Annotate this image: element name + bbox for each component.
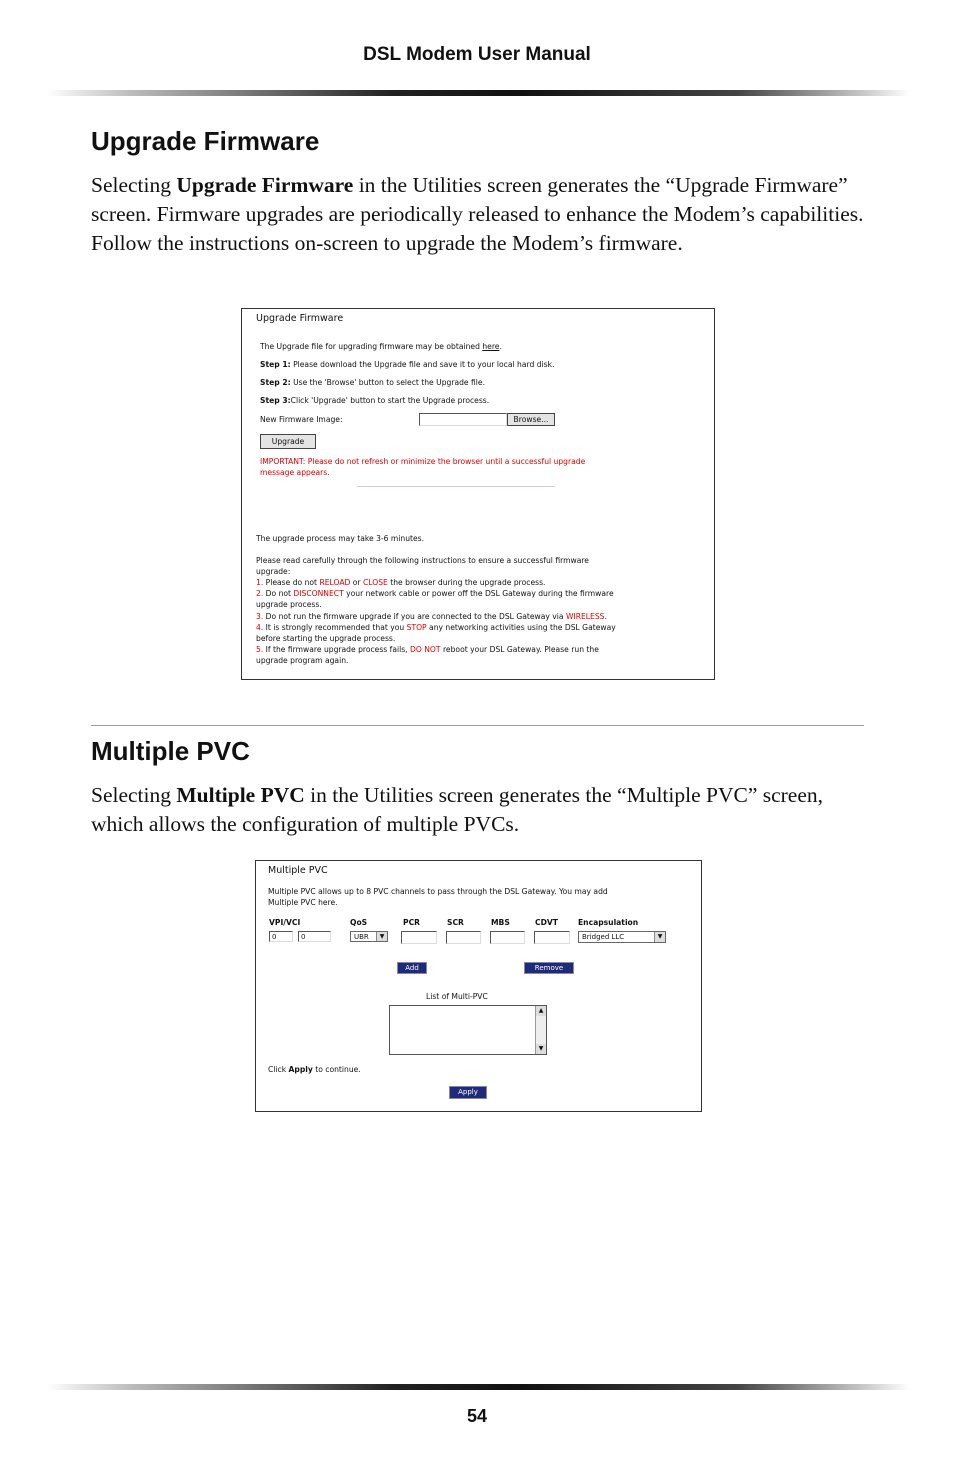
instruction-keyword: RELOAD	[319, 578, 351, 587]
instruction-number: 1.	[256, 578, 264, 587]
instruction-text: any networking activities using the DSL Gateway	[426, 623, 616, 632]
para-bold-term: Multiple PVC	[176, 783, 305, 807]
description-line2: Multiple PVC here.	[268, 898, 338, 907]
instruction-text: It is strongly recommended that you	[263, 623, 407, 632]
instruction-number: 2.	[256, 589, 264, 598]
new-firmware-image-label: New Firmware Image:	[260, 415, 343, 424]
para-text: Selecting	[91, 783, 177, 807]
step-label: Step 2:	[260, 378, 291, 387]
column-header-encapsulation: Encapsulation	[578, 918, 639, 927]
scroll-up-icon[interactable]: ▲	[536, 1006, 546, 1016]
instruction-3	[256, 612, 607, 621]
instruction-keyword: CLOSE	[362, 578, 388, 587]
header-rule	[46, 90, 910, 96]
instruction-text: to continue.	[312, 1065, 361, 1074]
instruction-4-cont: before starting the upgrade process.	[256, 634, 396, 643]
here-link[interactable]: here	[482, 342, 500, 351]
step-text: Click 'Upgrade' button to start the Upgrade process.	[290, 396, 490, 405]
step-1	[260, 360, 554, 369]
instruction-5-cont: upgrade program again.	[256, 656, 349, 665]
vpi-input[interactable]: 0	[269, 931, 293, 942]
column-header-vpi-vci: VPI/VCI	[269, 918, 301, 927]
scroll-down-icon[interactable]: ▼	[536, 1044, 546, 1054]
encapsulation-select[interactable]	[578, 931, 666, 943]
instruction-keyword: WIRELESS	[565, 612, 605, 621]
para-text: in the Utilities screen generates the “Multiple PVC” screen, which allows the configuration of multiple PVCs.	[91, 783, 824, 836]
instruction-5	[256, 645, 599, 654]
list-label: List of Multi-PVC	[426, 992, 488, 1001]
qos-select[interactable]	[350, 931, 388, 942]
pcr-input[interactable]	[401, 931, 437, 944]
instruction-text: .	[604, 612, 607, 621]
footer-rule	[46, 1384, 910, 1390]
multiple-pvc-screenshot	[255, 860, 702, 1112]
section-heading-upgrade-firmware: Upgrade Firmware	[91, 126, 320, 156]
step-text: Use the 'Browse' button to select the Upgrade file.	[290, 378, 485, 387]
apply-button[interactable]: Apply	[449, 1086, 487, 1099]
instruction-text: Please do not	[263, 578, 320, 587]
step-3	[260, 396, 489, 405]
instruction-text: If the firmware upgrade process fails,	[263, 645, 411, 654]
step-2	[260, 378, 485, 387]
column-header-pcr: PCR	[403, 918, 420, 927]
mbs-input[interactable]	[490, 931, 525, 944]
encapsulation-selected-value: Bridged LLC	[582, 933, 625, 941]
upgrade-button[interactable]: Upgrade	[260, 434, 316, 449]
firmware-file-input[interactable]	[419, 413, 507, 426]
section-paragraph-multiple-pvc	[91, 781, 871, 839]
instruction-2-cont: upgrade process.	[256, 600, 322, 609]
running-header-title: DSL Modem User Manual	[363, 44, 591, 65]
cdvt-input[interactable]	[534, 931, 570, 944]
column-header-scr: SCR	[447, 918, 464, 927]
browse-button[interactable]: Browse...	[507, 413, 555, 426]
instruction-2	[256, 589, 614, 598]
instruction-keyword: STOP	[406, 623, 427, 632]
important-warning-line1: IMPORTANT: Please do not refresh or minimize the browser until a successful upgrade	[260, 457, 586, 466]
description-line1: Multiple PVC allows up to 8 PVC channels to pass through the DSL Gateway. You may add	[268, 887, 608, 896]
column-header-mbs: MBS	[491, 918, 510, 927]
instruction-text: Click	[268, 1065, 289, 1074]
list-scrollbar[interactable]	[535, 1006, 546, 1054]
instruction-text: Do not	[263, 589, 294, 598]
screen-title: Upgrade Firmware	[256, 313, 344, 324]
vci-input[interactable]: 0	[298, 931, 331, 942]
chevron-down-icon: ▼	[654, 932, 665, 942]
step-label: Step 1:	[260, 360, 291, 369]
instruction-4	[256, 623, 616, 632]
instruction-bold: Apply	[288, 1065, 313, 1074]
step-label: Step 3:	[260, 396, 291, 405]
section-heading-multiple-pvc: Multiple PVC	[91, 736, 250, 766]
para-text: Selecting	[91, 173, 177, 197]
instruction-keyword: DO NOT	[410, 645, 441, 654]
intro-text: The Upgrade file for upgrading firmware may be obtained	[260, 342, 483, 351]
instruction-number: 5.	[256, 645, 264, 654]
chevron-down-icon: ▼	[376, 932, 387, 941]
screen-title: Multiple PVC	[268, 865, 328, 876]
qos-selected-value: UBR	[354, 933, 369, 941]
add-button[interactable]: Add	[397, 962, 427, 974]
instruction-keyword: DISCONNECT	[293, 589, 344, 598]
instruction-text: Do not run the firmware upgrade if you are connected to the DSL Gateway via	[263, 612, 566, 621]
read-instructions-line1: Please read carefully through the following instructions to ensure a successful firmware	[256, 556, 589, 565]
instruction-number: 3.	[256, 612, 264, 621]
intro-line	[260, 342, 502, 351]
instruction-text: reboot your DSL Gateway. Please run the	[440, 645, 599, 654]
important-warning-line2: message appears.	[260, 468, 330, 477]
para-text: in the Utilities screen generates the “Upgrade Firmware” screen. Firmware upgrades are periodically released to enhance the Modem’s capabilities. Follow the instructions on-screen to upgrade the Modem’s firmware.	[91, 173, 864, 255]
remove-button[interactable]: Remove	[524, 962, 574, 974]
click-apply-instruction	[268, 1065, 361, 1074]
column-header-cdvt: CDVT	[535, 918, 558, 927]
section-divider	[91, 725, 864, 726]
instruction-text: your network cable or power off the DSL Gateway during the firmware	[343, 589, 614, 598]
instruction-text: or	[350, 578, 363, 587]
column-header-qos: QoS	[350, 918, 368, 927]
instruction-1	[256, 578, 545, 587]
scr-input[interactable]	[446, 931, 481, 944]
instruction-number: 4.	[256, 623, 264, 632]
separator-line	[357, 486, 555, 487]
upgrade-firmware-screenshot	[241, 308, 715, 680]
intro-text-end: .	[499, 342, 502, 351]
step-text: Please download the Upgrade file and save it to your local hard disk.	[290, 360, 555, 369]
page-number: 54	[466, 1406, 488, 1426]
read-instructions-line2: upgrade:	[256, 567, 291, 576]
time-note: The upgrade process may take 3-6 minutes.	[256, 534, 425, 543]
instruction-text: the browser during the upgrade process.	[387, 578, 546, 587]
multi-pvc-list[interactable]	[389, 1005, 547, 1055]
section-paragraph-upgrade-firmware	[91, 171, 871, 258]
para-bold-term: Upgrade Firmware	[176, 173, 354, 197]
